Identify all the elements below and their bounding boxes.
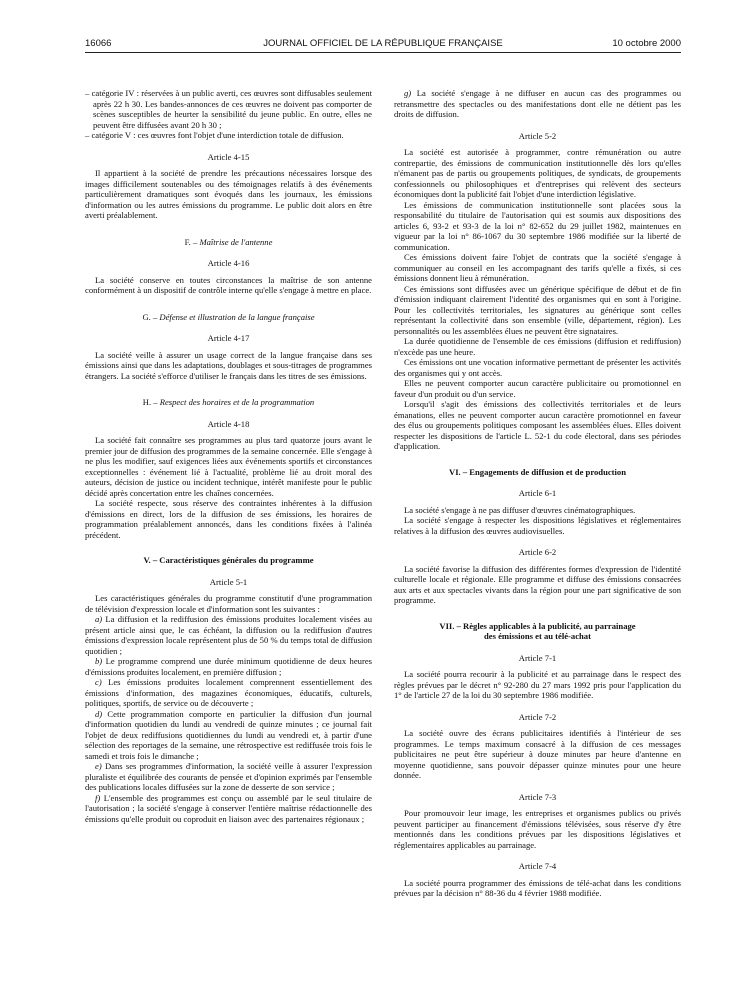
item-letter: c) bbox=[95, 677, 102, 687]
list-item-a bbox=[85, 614, 372, 656]
item-letter: f) bbox=[95, 792, 101, 803]
article-paragraph: La société s'engage à respecter les dispositions législatives et réglementaires relatives à la diffusion des œuvres audiovisuelles. bbox=[394, 515, 681, 536]
section-heading-v: V. – Caractéristiques générales du programme bbox=[143, 555, 314, 565]
item-text: L'ensemble des programmes est conçu ou assemblé par le seul titulaire de l'autorisation ; la société s'engage à conserver l'entière maîtrise rédactionnelle des émissions qu'elle produit ou coproduit en liaison avec des partenaires régionaux ; bbox=[85, 792, 372, 824]
item-letter: g) bbox=[404, 88, 412, 98]
item-text: Dans ses programmes d'information, la société veille à assurer l'expression pluraliste et équilibrée des courants de pensée et d'opinion exprimés par l'ensemble des publications locales diffusées sur la zone de desserte de son service ; bbox=[85, 761, 372, 792]
article-heading: Article 6-1 bbox=[518, 488, 557, 498]
section-title-line-2: des émissions et au télé-achat bbox=[484, 631, 591, 641]
article-paragraph: Elles ne peuvent comporter aucun caractère publicitaire ou promotionnel en faveur d'un produit ou d'un service. bbox=[394, 378, 681, 399]
article-paragraph: La société s'engage à ne pas diffuser d'œuvres cinématographiques. bbox=[404, 504, 636, 515]
article-paragraph: La société fait connaître ses programmes au plus tard quatorze jours avant le premier jour de diffusion des programmes de la semaine concernée. Elle s'engage à ne plus les modifier, sauf exigences liées aux événements sportifs et circonstances exceptionnelles : événement lié à l'actualité, problème lié au droit moral des auteurs, décision de justice ou incident technique, intérêt manifeste pour le public décidé après concertation entre les chaînes concernées. bbox=[85, 435, 372, 498]
section-prefix: F. – bbox=[184, 236, 198, 247]
article-paragraph: Les caractéristiques générales du programme constitutif d'une programmation de télévision d'expression locale et d'information sont les suivantes : bbox=[85, 593, 372, 614]
item-letter: e) bbox=[95, 761, 102, 771]
list-item-f bbox=[85, 793, 372, 825]
section-prefix: H. – bbox=[142, 397, 158, 407]
section-heading-g bbox=[85, 312, 372, 323]
section-heading-h bbox=[85, 397, 372, 408]
article-heading: Article 5-1 bbox=[209, 576, 248, 587]
section-title: Maîtrise de l'antenne bbox=[199, 236, 273, 247]
list-item-d bbox=[85, 709, 372, 762]
left-column bbox=[85, 88, 372, 824]
section-prefix: G. – bbox=[142, 311, 158, 322]
section-title: Défense et illustration de la langue française bbox=[159, 311, 315, 322]
item-text: La société s'engage à ne diffuser en aucun cas des programmes ou retransmettre des spectacles ou des manifestations dont elle ne détient pas les droits de diffusion. bbox=[394, 88, 681, 119]
article-heading: Article 4-17 bbox=[207, 333, 250, 343]
article-heading: Article 4-16 bbox=[207, 258, 250, 268]
article-paragraph: La société est autorisée à programmer, contre rémunération ou autre contrepartie, des émissions de communication institutionnelle dès lors qu'elles n'émanent pas de partis ou groupements politiques, de syndicats, de groupements confessionnels ou philosophiques et d'entreprises qui relèvent des secteurs économiques dont la publicité fait l'objet d'une interdiction législative. bbox=[394, 147, 681, 199]
article-heading: Article 6-2 bbox=[518, 547, 557, 557]
section-heading-f bbox=[85, 237, 372, 248]
article-paragraph: La société veille à assurer un usage correct de la langue française dans ses émissions ainsi que dans les adaptations, doublages et sous-titrages de programmes étrangers. La société s'efforce d'utiliser le français dans les titres de ses émissions. bbox=[85, 349, 372, 381]
article-heading: Article 7-2 bbox=[518, 711, 557, 722]
section-heading-vi: VI. – Engagements de diffusion et de production bbox=[449, 466, 626, 477]
list-item-c bbox=[85, 677, 372, 709]
article-heading: Article 4-18 bbox=[207, 418, 250, 429]
category-v-item: – catégorie V : ces œuvres font l'objet d'une interdiction totale de diffusion. bbox=[85, 130, 344, 140]
publication-date: 10 octobre 2000 bbox=[612, 38, 681, 49]
page-number: 16066 bbox=[85, 38, 112, 49]
article-heading: Article 5-2 bbox=[518, 130, 557, 141]
list-item-b bbox=[85, 656, 372, 677]
section-title-line-1: VII. – Règles applicables à la publicité, au parrainage bbox=[439, 620, 636, 631]
article-paragraph: La société pourra recourir à la publicité et au parrainage dans le respect des règles prévues par le décret n° 92-280 du 27 mars 1992 pris pour l'application du 1° de l'article 27 de la loi du 30 septembre 1986 modifiée. bbox=[394, 669, 681, 700]
item-text: Cette programmation comporte en particulier la diffusion d'un journal d'information quotidien du lundi au vendredi de quinze minutes ; ce journal fait l'objet de deux rediffusions quotidiennes du lundi au vendredi et, à partir d'une sélection des reportages de la semaine, une rétrospective est rediffusée trois fois le samedi et trois fois le dimanche ; bbox=[85, 708, 372, 761]
page-header bbox=[85, 38, 681, 53]
article-paragraph: La société favorise la diffusion des différentes formes d'expression de l'identité culturelle locale et régionale. Elle programme et diffuse des émissions consacrées aux arts et aux spectacles vivants dans la région pour une part significative de son programme. bbox=[394, 563, 681, 605]
article-paragraph: La société respecte, sous réserve des contraintes inhérentes à la diffusion d'émissions en direct, lors de la diffusion de ses émissions, les horaires de programmation préalablement annoncés, dans les conditions fixées à l'alinéa précédent. bbox=[85, 498, 372, 540]
article-paragraph: La société conserve en toutes circonstances la maîtrise de son antenne conformément à un dispositif de contrôle interne qu'elle s'engage à mettre en place. bbox=[85, 274, 372, 295]
section-title: Respect des horaires et de la programmation bbox=[159, 397, 315, 407]
list-item-e bbox=[85, 761, 372, 793]
item-text: Les émissions produites localement comprennent essentiellement des émissions d'information, des magazines économiques, éducatifs, culturels, politiques, sportifs, de service ou de découverte ; bbox=[85, 677, 372, 708]
article-paragraph: Lorsqu'il s'agit des émissions des collectivités territoriales et de leurs émanations, elles ne peuvent comporter aucun caractère promotionnel en faveur des élus ou groupements politiques composant les assemblées élues. Elles doivent respecter les dispositions de l'article L. 52-1 du code électoral, dans ses périodes d'application. bbox=[394, 399, 681, 451]
article-heading: Article 7-3 bbox=[518, 791, 557, 802]
article-heading: Article 4-15 bbox=[207, 151, 250, 162]
article-paragraph: La durée quotidienne de l'ensemble de ces émissions (diffusion et rediffusion) n'excède pas une heure. bbox=[394, 336, 681, 357]
right-column bbox=[394, 88, 681, 899]
article-heading: Article 7-4 bbox=[518, 861, 557, 871]
article-paragraph: La société ouvre des écrans publicitaires identifiés à l'intérieur de ses programmes. Le temps maximum consacré à la diffusion de ces messages publicitaires ne peut être supérieur à douze minutes par heure d'antenne en moyenne quotidienne, sans pouvoir dépasser quinze minutes pour une heure donnée. bbox=[394, 728, 681, 780]
item-text: Le programme comprend une durée minimum quotidienne de deux heures d'émissions produites localement, en première diffusion ; bbox=[85, 656, 372, 677]
item-letter: a) bbox=[95, 614, 103, 624]
article-paragraph: La société pourra programmer des émissions de télé-achat dans les conditions prévues par la décision n° 88-36 du 4 février 1988 modifiée. bbox=[394, 877, 681, 898]
item-text: La diffusion et la rediffusion des émissions produites localement visées au présent article ainsi que, le cas échéant, la diffusion ou la rediffusion d'autres émissions d'expression locale représentent plus de 50 % du temps total de diffusion quotidien ; bbox=[85, 614, 372, 656]
article-paragraph: Ces émissions ont une vocation informative permettant de présenter les activités des organismes qui y ont accès. bbox=[394, 357, 681, 378]
article-paragraph: Les émissions de communication institutionnelle sont placées sous la responsabilité du titulaire de l'autorisation qui est soumis aux dispositions des articles 6, 93-2 et 93-3 de la loi n° 82-652 du 29 juillet 1982, maintenues en vigueur par la loi n° 86-1067 du 30 septembre 1986 modifiée sur la liberté de communication. bbox=[394, 199, 681, 252]
article-heading: Article 7-1 bbox=[518, 652, 557, 663]
item-letter: b) bbox=[95, 656, 103, 666]
journal-title: JOURNAL OFFICIEL DE LA RÉPUBLIQUE FRANÇAISE bbox=[263, 38, 503, 49]
section-heading-vii bbox=[394, 621, 681, 642]
article-paragraph: Ces émissions sont diffusées avec un générique spécifique de début et de fin d'émission indiquant clairement l'identité des organismes qui en sont à l'origine. Pour les collectivités territoriales, les signatures au générique sont celles représentant la collectivité dans son ensemble (ville, département, région). Les personnalités ou les assemblées élues ne peuvent être signataires. bbox=[394, 283, 681, 336]
category-iv-item: – catégorie IV : réservées à un public averti, ces œuvres sont diffusables seulement après 22 h 30. Les bandes-annonces de ces œuvres ne doivent pas comporter de scènes susceptibles de heurter la sensibilité du jeune public. En outre, elles ne peuvent être diffusées avant 20 h 30 ; bbox=[85, 88, 372, 130]
item-letter: d) bbox=[95, 708, 103, 719]
article-paragraph: Ces émissions doivent faire l'objet de contrats que la société s'engage à communiquer au conseil en les accompagnant des tarifs qu'elle a fixés, si ces émissions donnent lieu à rémunération. bbox=[394, 252, 681, 283]
list-item-g bbox=[394, 88, 681, 120]
article-paragraph: Pour promouvoir leur image, les entreprises et organismes publics ou privés peuvent participer au financement d'émissions télévisées, sous réserve d'y être mentionnés dans les conditions prévues par les dispositions législatives et réglementaires applicables au parrainage. bbox=[394, 808, 681, 850]
article-paragraph: Il appartient à la société de prendre les précautions nécessaires lorsque des images difficilement soutenables ou des témoignages relatifs à des événements particulièrement dramatiques sont évoqués dans les journaux, les émissions d'information ou les autres émissions du programme. Le public doit alors en être averti préalablement. bbox=[85, 168, 372, 220]
